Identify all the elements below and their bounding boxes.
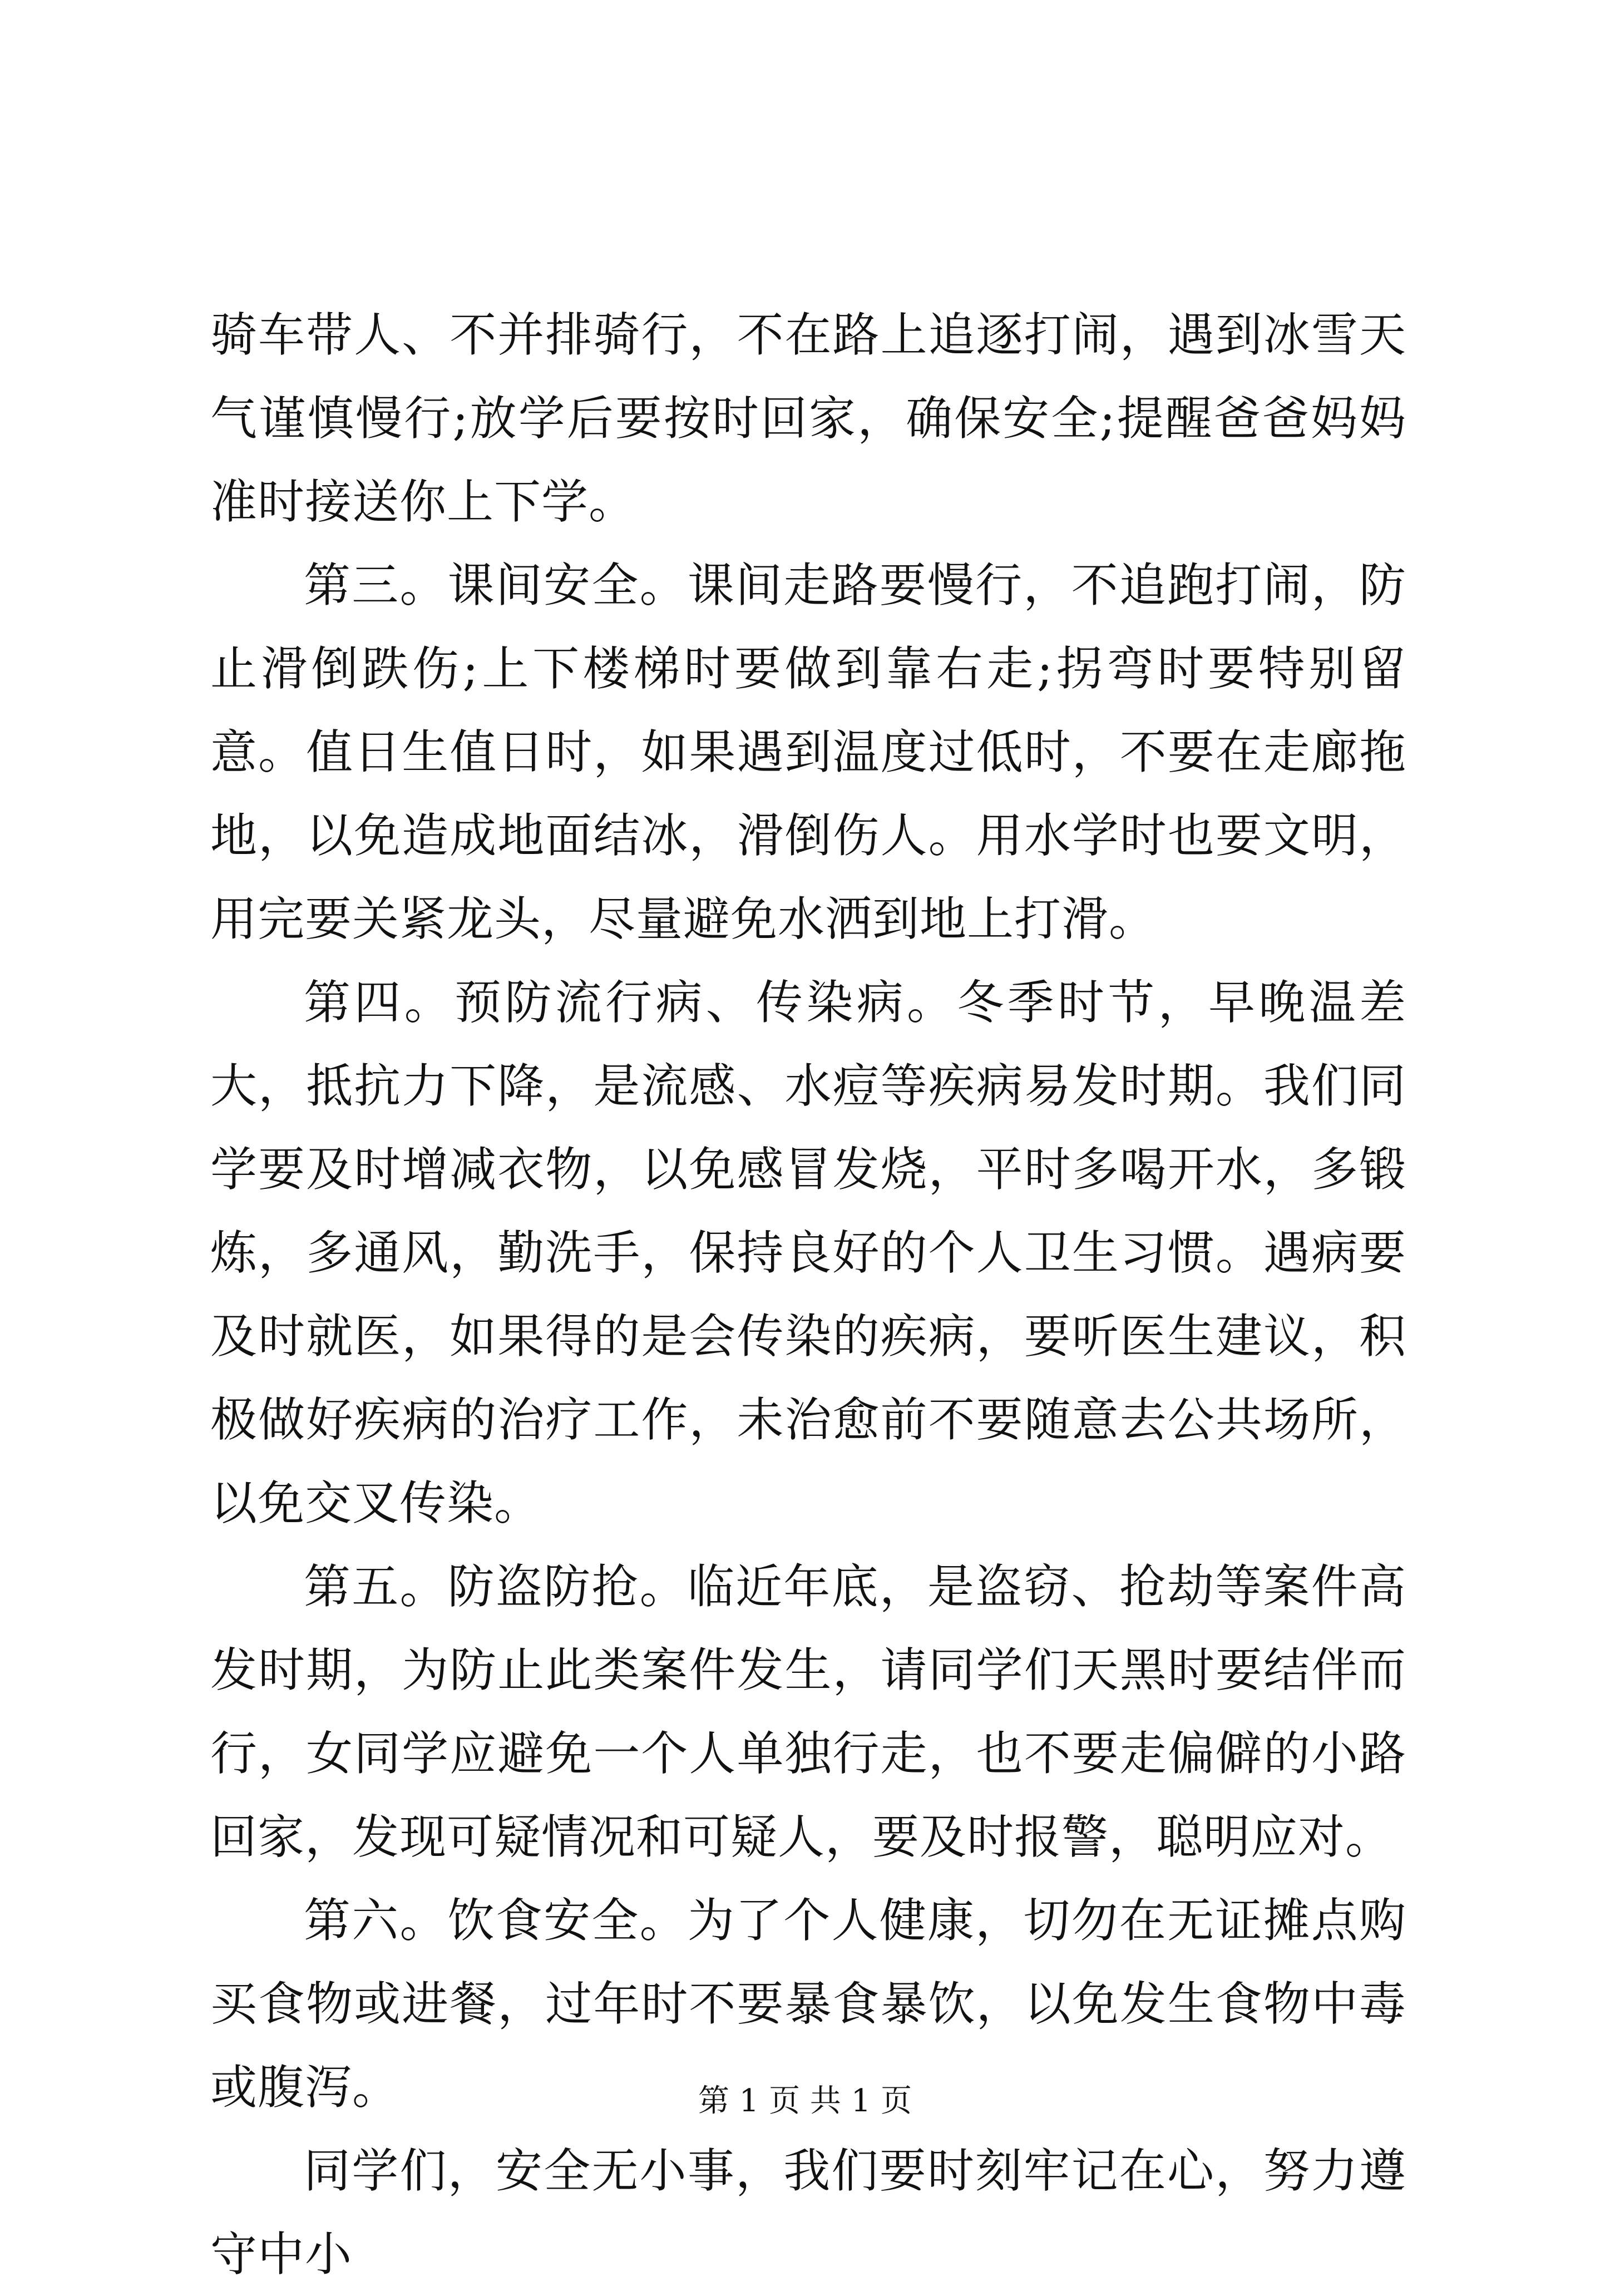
paragraph-closing: 同学们，安全无小事，我们要时刻牢记在心，努力遵守中小	[210, 2144, 1406, 2282]
paragraph-class-safety: 第三。课间安全。课间走路要慢行，不追跑打闹，防止滑倒跌伤;上下楼梯时要做到靠右走;拐弯时要特别留意。值日生值日时，如果遇到温度过低时，不要在走廊拖地，以免造成地面结冰，滑倒伤人。用水学时也要文明，用完要关紧龙头，尽量避免水洒到地上打滑。	[210, 558, 1406, 946]
paragraph-food-safety: 第六。饮食安全。为了个人健康，切勿在无证摊点购买食物或进餐，过年时不要暴食暴饮，以免发生食物中毒或腹泻。	[210, 1893, 1406, 2115]
paragraph-theft-prevention: 第五。防盗防抢。临近年底，是盗窃、抢劫等案件高发时期，为防止此类案件发生，请同学们天黑时要结伴而行，女同学应避免一个人单独行走，也不要走偏僻的小路回家，发现可疑情况和可疑人，要及时报警，聪明应对。	[210, 1559, 1406, 1864]
document-body	[210, 293, 1406, 2296]
page-number-footer: 第 1 页 共 1 页	[698, 2083, 912, 2119]
paragraph-continuation: 骑车带人、不并排骑行，不在路上追逐打闹，遇到冰雪天气谨慎慢行;放学后要按时回家，确保安全;提醒爸爸妈妈准时接送你上下学。	[210, 308, 1406, 529]
paragraph-disease-prevention: 第四。预防流行病、传染病。冬季时节，早晚温差大，抵抗力下降，是流感、水痘等疾病易发时期。我们同学要及时增减衣物，以免感冒发烧，平时多喝开水，多锻炼，多通风，勤洗手，保持良好的个人卫生习惯。遇病要及时就医，如果得的是会传染的疾病，要听医生建议，积极做好疾病的治疗工作，未治愈前不要随意去公共场所，以免交叉传染。	[210, 975, 1406, 1530]
